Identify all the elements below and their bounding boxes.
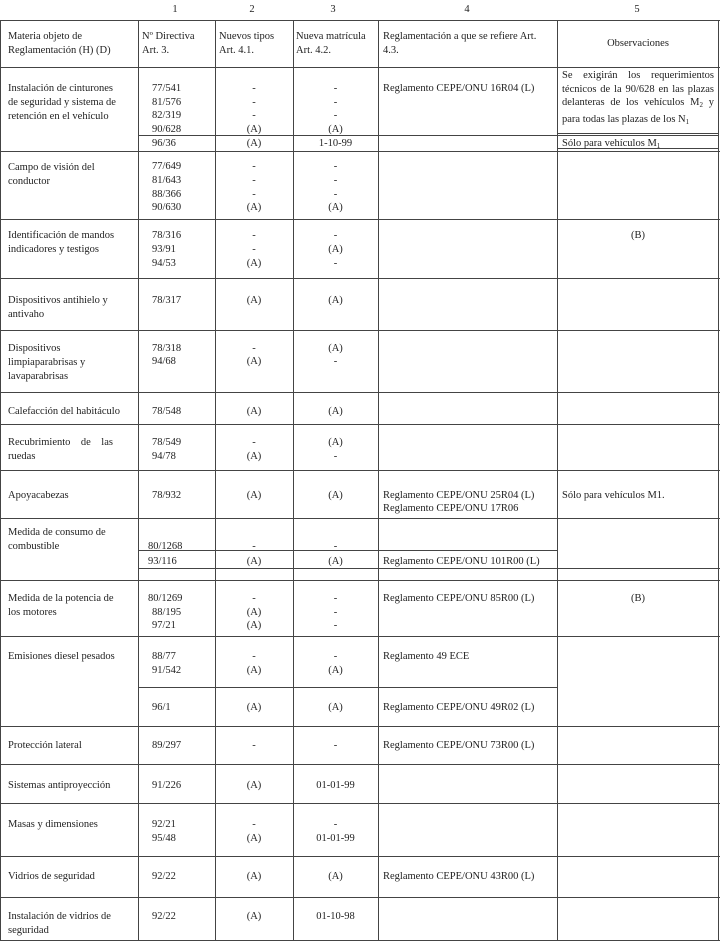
directiva-cell: 90/630 bbox=[152, 202, 182, 213]
table-rule bbox=[0, 67, 720, 68]
directiva-cell: 78/316 bbox=[152, 230, 182, 241]
reglamentacion-cell: Reglamento CEPE/ONU 85R00 (L) bbox=[383, 593, 535, 604]
nueva-matricula-cell: (A) bbox=[328, 124, 343, 135]
nuevos-tipos-cell: - bbox=[252, 97, 256, 108]
nueva-matricula-cell: 1-10-99 bbox=[318, 138, 353, 149]
table-rule bbox=[0, 580, 720, 581]
directiva-cell: 97/21 bbox=[152, 620, 176, 631]
table-rule bbox=[0, 470, 720, 471]
nueva-matricula-cell: (A) bbox=[328, 406, 343, 417]
materia-text: seguridad bbox=[8, 925, 49, 936]
header-observaciones: Observaciones bbox=[607, 38, 669, 49]
materia-text: Recubrimiento de las bbox=[8, 437, 113, 448]
table-rule bbox=[215, 20, 216, 940]
table-rule bbox=[0, 636, 720, 637]
directiva-cell: 78/318 bbox=[152, 343, 182, 354]
table-rule bbox=[0, 219, 720, 220]
reglamentacion-cell: Reglamento CEPE/ONU 101R00 (L) bbox=[383, 556, 540, 567]
nuevos-tipos-cell: - bbox=[252, 437, 256, 448]
materia-text: ruedas bbox=[8, 451, 36, 462]
col-number-5: 5 bbox=[634, 4, 640, 15]
observacion-solo-m1: Sólo para vehículos $M_1$ bbox=[562, 138, 661, 150]
table-rule bbox=[138, 687, 558, 688]
materia-text: indicadores y testigos bbox=[8, 244, 99, 255]
directiva-cell: 80/1268 bbox=[148, 541, 183, 552]
nuevos-tipos-cell: (A) bbox=[246, 556, 262, 567]
observacion-apoyacabezas: Sólo para vehículos M1. bbox=[562, 490, 665, 501]
materia-text: de seguridad y sistema de bbox=[8, 97, 116, 108]
materia-text: Vidrios de seguridad bbox=[8, 871, 95, 882]
materia-text: retención en el vehículo bbox=[8, 111, 109, 122]
directiva-cell: 78/549 bbox=[152, 437, 182, 448]
col-number-1: 1 bbox=[172, 4, 178, 15]
table-rule bbox=[0, 424, 720, 425]
nueva-matricula-cell: (A) bbox=[328, 244, 343, 255]
nuevos-tipos-cell: (A) bbox=[246, 702, 262, 713]
directiva-cell: 93/116 bbox=[148, 556, 177, 567]
nuevos-tipos-cell: - bbox=[252, 343, 256, 354]
directiva-cell: 80/1269 bbox=[148, 593, 183, 604]
nuevos-tipos-cell: (A) bbox=[246, 406, 262, 417]
nueva-matricula-cell: - bbox=[333, 356, 338, 367]
table-rule bbox=[0, 20, 1, 940]
directiva-cell: 96/36 bbox=[152, 138, 176, 149]
directiva-cell: 92/22 bbox=[152, 871, 176, 882]
nueva-matricula-cell: 01-10-98 bbox=[316, 911, 355, 922]
reglamentacion-cell: Reglamento 49 ECE bbox=[383, 651, 470, 662]
nueva-matricula-cell: (A) bbox=[328, 871, 343, 882]
materia-text: antivaho bbox=[8, 309, 45, 320]
col-number-3: 3 bbox=[330, 4, 336, 15]
nueva-matricula-cell: - bbox=[333, 230, 338, 241]
materia-text: Sistemas antiproyección bbox=[8, 780, 111, 791]
nuevos-tipos-cell: - bbox=[252, 189, 256, 200]
directiva-cell: 88/195 bbox=[152, 607, 182, 618]
directiva-cell: 77/541 bbox=[152, 83, 182, 94]
directiva-cell: 78/548 bbox=[152, 406, 182, 417]
directiva-cell: 81/576 bbox=[152, 97, 182, 108]
header-materia-1: Materia objeto de bbox=[8, 31, 83, 42]
header-reglamentacion-2: 4.3. bbox=[383, 45, 399, 56]
materia-text: lavaparabrisas bbox=[8, 371, 69, 382]
table-rule bbox=[0, 764, 720, 765]
reglamentacion-cell: Reglamento CEPE/ONU 73R00 (L) bbox=[383, 740, 535, 751]
nuevos-tipos-cell: (A) bbox=[246, 780, 262, 791]
table-rule bbox=[0, 518, 720, 519]
nueva-matricula-cell: - bbox=[333, 97, 338, 108]
table-rule bbox=[138, 568, 720, 569]
directiva-cell: 92/22 bbox=[152, 911, 176, 922]
nueva-matricula-cell: (A) bbox=[328, 665, 343, 676]
materia-text: Instalación de vidrios de bbox=[8, 911, 111, 922]
col-number-2: 2 bbox=[249, 4, 255, 15]
nuevos-tipos-cell: (A) bbox=[246, 911, 262, 922]
header-directiva-2: Art. 3. bbox=[142, 45, 170, 56]
table-rule bbox=[378, 20, 379, 940]
nuevos-tipos-cell: (A) bbox=[246, 607, 262, 618]
header-directiva-1: Nº Directiva bbox=[142, 31, 195, 42]
nueva-matricula-cell: - bbox=[333, 819, 338, 830]
table-rule bbox=[0, 726, 720, 727]
table-rule bbox=[0, 330, 720, 331]
table-rule bbox=[0, 392, 720, 393]
nuevos-tipos-cell: - bbox=[252, 110, 256, 121]
nueva-matricula-cell: (A) bbox=[328, 295, 343, 306]
directiva-cell: 82/319 bbox=[152, 110, 182, 121]
directiva-cell: 95/48 bbox=[152, 833, 176, 844]
nueva-matricula-cell: - bbox=[333, 258, 338, 269]
nueva-matricula-cell: - bbox=[333, 607, 338, 618]
directiva-cell: 89/297 bbox=[152, 740, 182, 751]
directiva-cell: 94/68 bbox=[152, 356, 176, 367]
directiva-cell: 88/77 bbox=[152, 651, 176, 662]
nuevos-tipos-cell: (A) bbox=[246, 665, 262, 676]
nuevos-tipos-cell: - bbox=[252, 651, 256, 662]
directiva-cell: 77/649 bbox=[152, 161, 182, 172]
nuevos-tipos-cell: - bbox=[252, 541, 256, 552]
materia-text: Emisiones diesel pesados bbox=[8, 651, 115, 662]
table-rule bbox=[557, 20, 558, 940]
header-matricula-1: Nueva matrícula bbox=[296, 31, 366, 42]
table-rule bbox=[138, 20, 139, 940]
nuevos-tipos-cell: - bbox=[252, 244, 256, 255]
directiva-cell: 78/932 bbox=[152, 490, 182, 501]
nuevos-tipos-cell: (A) bbox=[246, 871, 262, 882]
materia-text: Apoyacabezas bbox=[8, 490, 69, 501]
directiva-cell: 94/78 bbox=[152, 451, 176, 462]
materia-text: Identificación de mandos bbox=[8, 230, 115, 241]
nueva-matricula-cell: 01-01-99 bbox=[316, 833, 355, 844]
materia-text: Medida de consumo de bbox=[8, 527, 106, 538]
nueva-matricula-cell: - bbox=[333, 620, 338, 631]
nuevos-tipos-cell: (A) bbox=[246, 138, 262, 149]
header-materia-2: Reglamentación (H) (D) bbox=[8, 45, 111, 56]
table-rule bbox=[0, 20, 720, 21]
nueva-matricula-cell: (A) bbox=[328, 490, 343, 501]
reglamentacion-cell: Reglamento CEPE/ONU 16R04 (L) bbox=[383, 83, 535, 94]
nueva-matricula-cell: (A) bbox=[328, 202, 343, 213]
header-matricula-2: Art. 4.2. bbox=[296, 45, 331, 56]
directiva-cell: 88/366 bbox=[152, 189, 182, 200]
nuevos-tipos-cell: - bbox=[252, 161, 256, 172]
observacion-b: (B) bbox=[631, 230, 645, 241]
header-nuevos-1: Nuevos tipos bbox=[219, 31, 275, 42]
nuevos-tipos-cell: - bbox=[252, 175, 256, 186]
materia-text: conductor bbox=[8, 176, 50, 187]
col-number-4: 4 bbox=[464, 4, 470, 15]
materia-text: Medida de la potencia de bbox=[8, 593, 114, 604]
table-rule bbox=[293, 20, 294, 940]
table-rule bbox=[0, 940, 720, 941]
nueva-matricula-cell: (A) bbox=[328, 702, 343, 713]
nueva-matricula-cell: 01-01-99 bbox=[316, 780, 355, 791]
materia-text: limpiaparabrisas y bbox=[8, 357, 86, 368]
nuevos-tipos-cell: (A) bbox=[246, 620, 262, 631]
nuevos-tipos-cell: - bbox=[252, 740, 256, 751]
table-rule bbox=[0, 803, 720, 804]
nueva-matricula-cell: - bbox=[333, 189, 338, 200]
table-rule bbox=[558, 133, 718, 134]
nueva-matricula-cell: - bbox=[333, 161, 338, 172]
header-nuevos-2: Art. 4.1. bbox=[219, 45, 254, 56]
directiva-cell: 81/643 bbox=[152, 175, 182, 186]
materia-text: Dispositivos bbox=[8, 343, 61, 354]
directiva-cell: 92/21 bbox=[152, 819, 176, 830]
materia-text: combustible bbox=[8, 541, 60, 552]
nuevos-tipos-cell: (A) bbox=[246, 451, 262, 462]
observacion-b: (B) bbox=[631, 593, 645, 604]
table-rule bbox=[0, 897, 720, 898]
directiva-cell: 93/91 bbox=[152, 244, 176, 255]
materia-text: Calefacción del habitáculo bbox=[8, 406, 120, 417]
nueva-matricula-cell: - bbox=[333, 651, 338, 662]
table-rule bbox=[718, 20, 719, 940]
nueva-matricula-cell: - bbox=[333, 593, 338, 604]
header-reglamentacion-1: Reglamentación a que se refiere Art. bbox=[383, 31, 537, 42]
directiva-cell: 91/542 bbox=[152, 665, 182, 676]
nueva-matricula-cell: - bbox=[333, 175, 338, 186]
materia-text: Campo de visión del bbox=[8, 162, 95, 173]
table-rule bbox=[0, 278, 720, 279]
reglamentacion-cell: Reglamento CEPE/ONU 17R06 bbox=[383, 503, 519, 514]
nuevos-tipos-cell: - bbox=[252, 230, 256, 241]
materia-text: Instalación de cinturones bbox=[8, 83, 113, 94]
nuevos-tipos-cell: (A) bbox=[246, 258, 262, 269]
nueva-matricula-cell: - bbox=[333, 110, 338, 121]
nuevos-tipos-cell: - bbox=[252, 83, 256, 94]
reglamentacion-cell: Reglamento CEPE/ONU 25R04 (L) bbox=[383, 490, 535, 501]
directiva-cell: 91/226 bbox=[152, 780, 182, 791]
materia-text: Protección lateral bbox=[8, 740, 82, 751]
nueva-matricula-cell: (A) bbox=[328, 437, 343, 448]
table-rule bbox=[0, 856, 720, 857]
nuevos-tipos-cell: (A) bbox=[246, 833, 262, 844]
nuevos-tipos-cell: (A) bbox=[246, 295, 262, 306]
nueva-matricula-cell: (A) bbox=[328, 343, 343, 354]
nueva-matricula-cell: - bbox=[333, 541, 338, 552]
nuevos-tipos-cell: (A) bbox=[246, 202, 262, 213]
materia-text: los motores bbox=[8, 607, 57, 618]
directiva-cell: 96/1 bbox=[152, 702, 171, 713]
reglamentacion-cell: Reglamento CEPE/ONU 49R02 (L) bbox=[383, 702, 535, 713]
directiva-cell: 94/53 bbox=[152, 258, 176, 269]
nueva-matricula-cell: - bbox=[333, 83, 338, 94]
nuevos-tipos-cell: (A) bbox=[246, 124, 262, 135]
nuevos-tipos-cell: (A) bbox=[246, 490, 262, 501]
nueva-matricula-cell: - bbox=[333, 740, 338, 751]
nuevos-tipos-cell: (A) bbox=[246, 356, 262, 367]
reglamentacion-cell: Reglamento CEPE/ONU 43R00 (L) bbox=[383, 871, 535, 882]
directiva-cell: 90/628 bbox=[152, 124, 182, 135]
directiva-cell: 78/317 bbox=[152, 295, 182, 306]
nuevos-tipos-cell: - bbox=[252, 593, 256, 604]
nuevos-tipos-cell: - bbox=[252, 819, 256, 830]
nueva-matricula-cell: - bbox=[333, 451, 338, 462]
nueva-matricula-cell: (A) bbox=[328, 556, 343, 567]
observacion-cinturones: Se exigirán los requerimientos técnicos de la 90/628 en las plazas delanteras de los vehículos $M_2$ y para todas las plazas de los $N_1$ bbox=[562, 70, 714, 126]
materia-text: Masas y dimensiones bbox=[8, 819, 98, 830]
materia-text: Dispositivos antihielo y bbox=[8, 295, 108, 306]
